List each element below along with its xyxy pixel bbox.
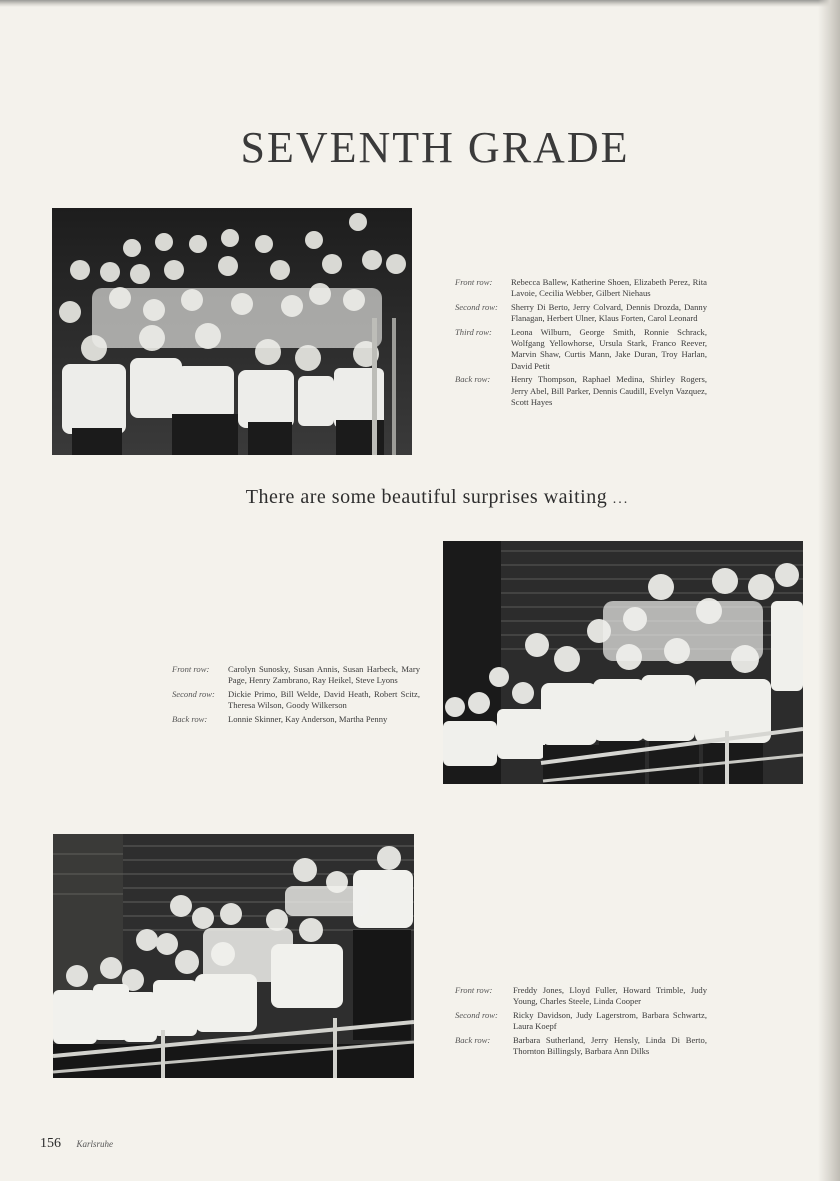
page-footer [40, 1136, 113, 1152]
caption-photo-2 [172, 664, 420, 727]
caption-row [455, 374, 707, 408]
class-photo-3 [53, 834, 414, 1078]
caption-row [172, 689, 420, 712]
caption-row [172, 714, 420, 725]
page-tagline [0, 486, 840, 509]
class-photo-2 [443, 541, 803, 784]
caption-row-label: Back row: [455, 1034, 491, 1045]
caption-row-label: Second row: [172, 688, 215, 699]
caption-row-names: Ricky Davidson, Judy Lagerstrom, Barbara Schwartz, Laura Koepf [513, 1009, 707, 1032]
caption-row-names: Barbara Sutherland, Jerry Hensly, Linda Di Berto, Thornton Billingsly, Barbara Ann Dilks [513, 1034, 707, 1057]
caption-row [172, 664, 420, 687]
class-photo-3-image [53, 834, 414, 1078]
page-number: 156 [40, 1136, 61, 1151]
caption-row [455, 302, 707, 325]
class-photo-1-image [52, 208, 412, 455]
caption-row-names: Carolyn Sunosky, Susan Annis, Susan Harbeck, Mary Page, Henry Zambrano, Ray Heikel, Steve Lyons [228, 664, 420, 686]
page-title: SEVENTH GRADE [240, 123, 630, 172]
caption-row-names: Freddy Jones, Lloyd Fuller, Howard Trimble, Judy Young, Charles Steele, Linda Cooper [513, 985, 707, 1007]
caption-row-label: Back row: [172, 713, 208, 724]
caption-row-names: Leona Wilburn, George Smith, Ronnie Schrack, Wolfgang Yellowhorse, Ursula Stark, Franco Reever, Marvin Shaw, Curtis Mann, Jake Duran, Troy Harlan, David Petit [511, 326, 707, 371]
caption-row-names: Henry Thompson, Raphael Medina, Shirley Rogers, Jerry Abel, Bill Parker, Dennis Caudill, Evelyn Vazquez, Scott Hayes [511, 374, 707, 408]
yearbook-name: Karlsruhe [76, 1139, 114, 1149]
class-photo-1 [52, 208, 412, 455]
caption-row-label: Front row: [172, 664, 210, 674]
page-top-edge [0, 0, 840, 7]
caption-row [455, 1035, 707, 1058]
caption-row-label: Back row: [455, 374, 491, 385]
caption-row-names: Lonnie Skinner, Kay Anderson, Martha Penny [228, 713, 388, 724]
caption-row-names: Rebecca Ballew, Katherine Shoen, Elizabeth Perez, Rita Lavoie, Cecilia Webber, Gilbert Niehaus [511, 277, 707, 299]
caption-row [455, 327, 707, 373]
caption-row-names: Dickie Primo, Bill Welde, David Heath, Robert Scitz, Theresa Wilson, Goody Wilkerson [228, 688, 420, 711]
caption-row-label: Front row: [455, 985, 493, 995]
caption-photo-3 [455, 985, 707, 1059]
caption-row-label: Second row: [455, 301, 498, 312]
page-binding-shadow [818, 0, 840, 1181]
caption-row-label: Third row: [455, 326, 492, 337]
tagline-text: There are some beautiful surprises waiting [245, 486, 608, 508]
caption-row-label: Second row: [455, 1009, 498, 1020]
caption-row [455, 1010, 707, 1033]
caption-photo-1 [455, 277, 707, 410]
caption-row-label: Front row: [455, 277, 493, 287]
caption-row [455, 277, 707, 300]
caption-row-names: Sherry Di Berto, Jerry Colvard, Dennis Drozda, Danny Flanagan, Herbert Ulner, Klaus Forten, Carol Leonard [511, 301, 707, 324]
tagline-ellipsis: ... [612, 492, 630, 507]
caption-row [455, 985, 707, 1008]
class-photo-2-image [443, 541, 803, 784]
